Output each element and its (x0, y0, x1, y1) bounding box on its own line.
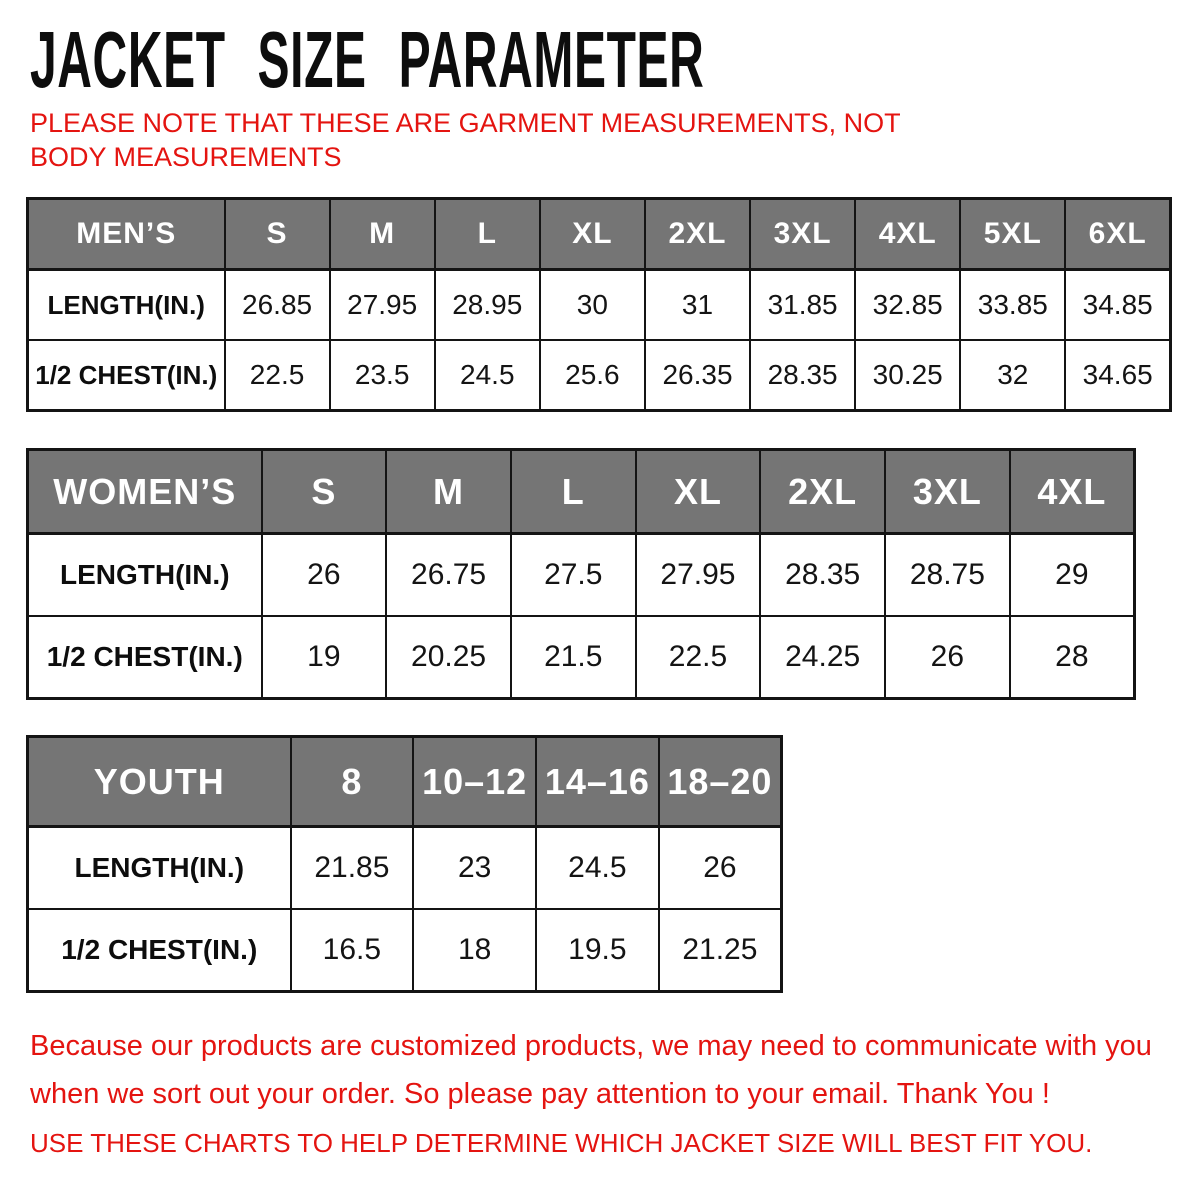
youth-table-title: YOUTH (28, 737, 291, 827)
value-cell: 24.5 (536, 827, 659, 910)
value-cell: 24.25 (760, 616, 885, 699)
value-cell: 28.95 (435, 270, 540, 341)
value-cell: 30.25 (855, 340, 960, 411)
value-cell: 23 (413, 827, 536, 910)
value-cell: 21.5 (511, 616, 636, 699)
size-column-header: 2XL (645, 199, 750, 270)
value-cell: 26.75 (386, 534, 511, 617)
size-column-header: XL (636, 450, 761, 534)
value-cell: 20.25 (386, 616, 511, 699)
womens-chest-row (28, 616, 1135, 699)
youth-chest-row (28, 909, 782, 992)
youth-length-row (28, 827, 782, 910)
value-cell: 26 (262, 534, 387, 617)
womens-table-title: WOMEN’S (28, 450, 262, 534)
value-cell: 34.65 (1065, 340, 1170, 411)
size-column-header: 5XL (960, 199, 1065, 270)
value-cell: 19 (262, 616, 387, 699)
value-cell: 30 (540, 270, 645, 341)
size-column-header: 10–12 (413, 737, 536, 827)
mens-length-row (28, 270, 1171, 341)
value-cell: 21.25 (659, 909, 782, 992)
value-cell: 26.85 (225, 270, 330, 341)
womens-length-row (28, 534, 1135, 617)
value-cell: 31.85 (750, 270, 855, 341)
length-row-label: LENGTH(IN.) (28, 270, 225, 341)
value-cell: 28.35 (760, 534, 885, 617)
value-cell: 26 (885, 616, 1010, 699)
size-column-header: 6XL (1065, 199, 1170, 270)
value-cell: 34.85 (1065, 270, 1170, 341)
chest-row-label: 1/2 CHEST(IN.) (28, 340, 225, 411)
length-row-label: LENGTH(IN.) (28, 534, 262, 617)
value-cell: 32.85 (855, 270, 960, 341)
size-column-header: L (511, 450, 636, 534)
size-column-header: 3XL (885, 450, 1010, 534)
page-title: JACKET SIZE PARAMETER (30, 15, 705, 104)
value-cell: 21.85 (291, 827, 414, 910)
value-cell: 33.85 (960, 270, 1065, 341)
womens-header-row (28, 450, 1135, 534)
fit-instruction: USE THESE CHARTS TO HELP DETERMINE WHICH JACKET SIZE WILL BEST FIT YOU. (30, 1128, 1093, 1158)
size-column-header: 8 (291, 737, 414, 827)
mens-size-table (26, 197, 1172, 412)
mens-header-row (28, 199, 1171, 270)
value-cell: 27.95 (636, 534, 761, 617)
value-cell: 27.95 (330, 270, 435, 341)
value-cell: 32 (960, 340, 1065, 411)
value-cell: 26.35 (645, 340, 750, 411)
value-cell: 16.5 (291, 909, 414, 992)
chest-row-label: 1/2 CHEST(IN.) (28, 909, 291, 992)
value-cell: 22.5 (636, 616, 761, 699)
youth-header-row (28, 737, 782, 827)
mens-table-title: MEN’S (28, 199, 225, 270)
size-column-header: 14–16 (536, 737, 659, 827)
size-column-header: 4XL (855, 199, 960, 270)
garment-measurement-note: PLEASE NOTE THAT THESE ARE GARMENT MEASUREMENTS, NOT BODY MEASUREMENTS (30, 108, 901, 172)
mens-chest-row (28, 340, 1171, 411)
size-column-header: M (330, 199, 435, 270)
chest-row-label: 1/2 CHEST(IN.) (28, 616, 262, 699)
size-column-header: S (262, 450, 387, 534)
value-cell: 27.5 (511, 534, 636, 617)
value-cell: 19.5 (536, 909, 659, 992)
value-cell: 28.75 (885, 534, 1010, 617)
size-column-header: M (386, 450, 511, 534)
value-cell: 25.6 (540, 340, 645, 411)
womens-size-table (26, 448, 1136, 700)
value-cell: 24.5 (435, 340, 540, 411)
value-cell: 28 (1010, 616, 1135, 699)
value-cell: 28.35 (750, 340, 855, 411)
size-column-header: 4XL (1010, 450, 1135, 534)
value-cell: 29 (1010, 534, 1135, 617)
size-column-header: 18–20 (659, 737, 782, 827)
value-cell: 26 (659, 827, 782, 910)
value-cell: 22.5 (225, 340, 330, 411)
size-column-header: 3XL (750, 199, 855, 270)
customization-notice: Because our products are customized products, we may need to communicate with you when we sort out your order. So please pay attention to your email. Thank You ! (30, 1030, 1152, 1110)
value-cell: 23.5 (330, 340, 435, 411)
value-cell: 18 (413, 909, 536, 992)
size-column-header: L (435, 199, 540, 270)
size-column-header: 2XL (760, 450, 885, 534)
youth-size-table (26, 735, 783, 993)
size-column-header: S (225, 199, 330, 270)
length-row-label: LENGTH(IN.) (28, 827, 291, 910)
size-column-header: XL (540, 199, 645, 270)
value-cell: 31 (645, 270, 750, 341)
